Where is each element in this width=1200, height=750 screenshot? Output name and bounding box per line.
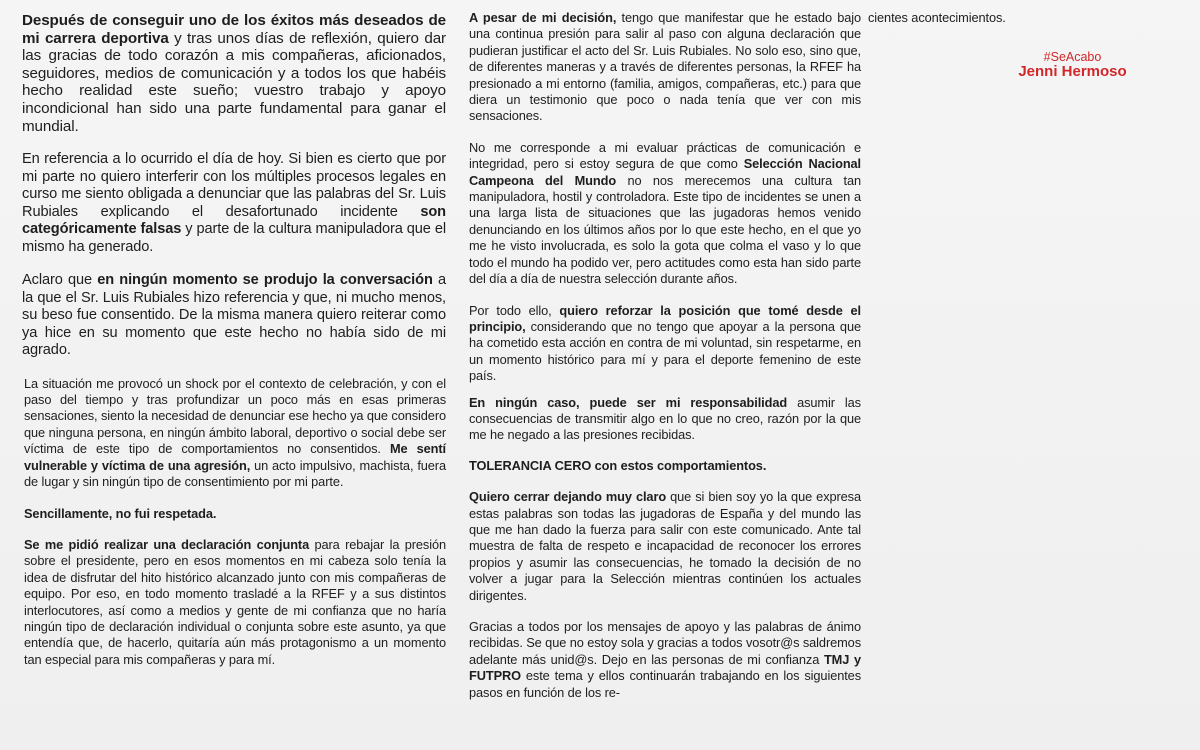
paragraph-12 xyxy=(469,489,861,604)
text: y tras unos días de reflexión, quiero dar las gracias de todo corazón a mis compañeras, aficionados, seguidores, medios de comunicación y a todos los que habéis hecho realidad este sueño; vuestro trabajo y apoyo incondicional han sido una parte fundamental para ganar el mundial. xyxy=(22,29,446,135)
text: que si bien soy yo la que expresa estas palabras son todas las jugadoras de España y del mundo las que me han dado la fuerza para salir con este comunicado. Ante tal muestra de falta de respeto e incapacidad de reconocer los errores propios y asumir las consecuencias, he tomado la decisión de no volver a jugar para la Selección mientras continúen los actuales dirigentes. xyxy=(469,489,861,603)
text: En referencia a lo ocurrido el día de hoy. Si bien es cierto que por mi parte no quiero interferir con los múltiples procesos legales en curso me siento obligada a denunciar que las palabras del Sr. Luis Rubiales explicando el desafortunado incidente xyxy=(22,151,446,220)
paragraph-6 xyxy=(22,537,446,668)
text: No me corresponde a mi evaluar prácticas de comunicación e integridad, pero si estoy segura de que como xyxy=(469,139,861,172)
bold-text: son categóricamente falsas xyxy=(22,203,446,238)
paragraph-7 xyxy=(469,10,861,125)
paragraph-14 xyxy=(868,10,1048,26)
text: este tema y ellos continuarán trabajando en los siguientes pasos en función de los re- xyxy=(469,668,861,700)
bold-text: En ningún caso, puede ser mi responsabilidad xyxy=(469,394,788,410)
signature xyxy=(1010,50,1135,80)
bold-text: Me sentí vulnerable y víctima de una agresión, xyxy=(24,441,446,473)
paragraph-5 xyxy=(22,506,446,522)
paragraph-2 xyxy=(22,151,446,256)
text: Gracias a todos por los mensajes de apoyo y las palabras de ánimo recibidas. Se que no estoy sola y gracias a todos vosotr@s saldremos adelante más unid@s. Dejo en las personas de mi confianza xyxy=(469,619,861,667)
paragraph-4 xyxy=(22,376,446,491)
text: La situación me provocó un shock por el contexto de celebración, y con el paso del tiempo y tras profundizar un poco más en esas primeras sensaciones, siento la necesidad de denunciar ese hecho ya que considero que ninguna persona, en ningún ámbito laboral, deportivo o social debe ser víctima de este tipo de comportamientos no consentidos. xyxy=(24,375,446,457)
bold-text: Quiero cerrar dejando muy claro xyxy=(469,489,667,505)
paragraph-13 xyxy=(469,619,861,701)
paragraph-3 xyxy=(22,272,446,360)
paragraph-10 xyxy=(469,395,861,444)
signature-name: Jenni Hermoso xyxy=(1018,63,1127,80)
bold-text: quiero reforzar la posición que tomé desde el principio, xyxy=(469,302,861,334)
paragraph-8 xyxy=(469,140,861,288)
paragraph-11 xyxy=(469,458,861,474)
bold-text: Sencillamente, no fui respetada. xyxy=(24,505,217,521)
bold-text: TMJ y FUTPRO xyxy=(469,651,861,684)
text: Aclaro que xyxy=(22,272,98,289)
text: Por todo ello, xyxy=(469,302,560,318)
bold-text: Se me pidió realizar una declaración conjunta xyxy=(24,536,310,552)
bold-text: TOLERANCIA CERO con estos comportamientos. xyxy=(469,457,767,473)
column-middle xyxy=(469,10,861,716)
bold-text: A pesar de mi decisión, xyxy=(469,10,617,25)
text: para rebajar la presión sobre el presidente, pero en esos momentos en mi cabeza solo tenía la idea de disfrutar del hito histórico alcanzado junto con mis compañeras de equipo. Por eso, en todo momento trasladé a la RFEF y a sus distintos interlocutores, así como a medios y gente de mi confianza que no haría ningún tipo de declaración individual o conjunta sobre este asunto, ya que entendía que, de hacerlo, quitaría aún más protagonismo a un momento tan especial para mis compañeras y para mí. xyxy=(24,536,447,667)
text: tengo que manifestar que he estado bajo una continua presión para salir al paso con alguna declaración que pudieran justificar el acto del Sr. Luis Rubiales. No solo eso, sino que, de diferentes maneras y a través de diferentes personas, la RFEF ha presionado a mi entorno (familia, amigos, compañeras, etc.) para que diera un testimonio que poco o nada tenía que ver con mis sensaciones. xyxy=(469,10,861,124)
text: a la que el Sr. Luis Rubiales hizo referencia y que, ni mucho menos, su beso fue consentido. De la misma manera quiero reiterar como ya hice en su momento que este hecho no había sido de mi agrado. xyxy=(22,272,446,359)
text: considerando que no tengo que apoyar a la persona que ha cometido esta acción en contra de mi voluntad, sin respetarme, en un momento histórico para mí y para el deporte femenino de este país. xyxy=(469,318,861,384)
text: un acto impulsivo, machista, fuera de lugar y sin ningún tipo de consentimiento por mi parte. xyxy=(24,457,446,490)
bold-text: en ningún momento se produjo la conversación xyxy=(97,272,433,289)
paragraph-9 xyxy=(469,303,861,385)
column-right xyxy=(868,10,1048,41)
text: no nos merecemos una cultura tan manipuladora, hostil y controladora. Este tipo de incidentes se unen a una larga lista de situaciones que las jugadoras hemos venido denunciando en los últimos años por lo que este hecho, en el que yo me he visto involucrada, es solo la gota que colma el vaso y lo que todo el mundo ha podido ver, pero actitudes como esta han sido parte del día a día de nuestra selección durante años. xyxy=(469,172,862,287)
text: asumir las consecuencias de transmitir algo en lo que no creo, razón por la que me he negado a las presiones recibidas. xyxy=(469,394,861,443)
bold-text: Selección Nacional Campeona del Mundo xyxy=(469,156,862,188)
bold-text: Después de conseguir uno de los éxitos más deseados de mi carrera deportiva xyxy=(22,12,446,47)
hashtag: #SeAcabo xyxy=(1043,50,1102,64)
column-left xyxy=(22,12,446,683)
paragraph-1 xyxy=(22,12,446,135)
text: y parte de la cultura manipuladora que el mismo ha generado. xyxy=(22,221,446,255)
text: cientes acontecimientos. xyxy=(868,10,1006,25)
